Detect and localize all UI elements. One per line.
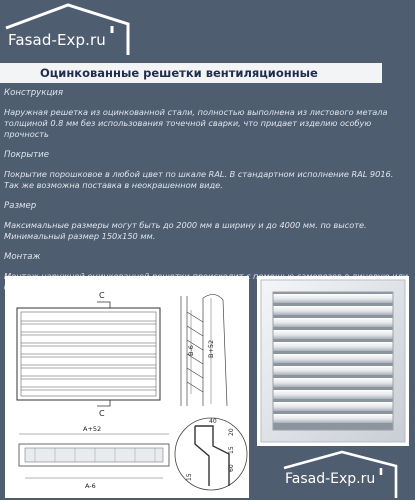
dim-40: 40 bbox=[209, 418, 217, 425]
section-marker-bottom: C bbox=[99, 409, 105, 418]
dim-b-minus: B-6 bbox=[187, 345, 195, 356]
dim-a-plus: A+52 bbox=[83, 425, 102, 433]
page-title: Оцинкованные решетки вентиляционные bbox=[0, 63, 382, 83]
grille-image bbox=[257, 276, 409, 446]
section-construction bbox=[4, 88, 409, 140]
section-heading: Размер bbox=[4, 201, 37, 211]
section-text: Покрытие порошковое в любой цвет по шкале RAL. В стандартном исполнение RAL 9016. Так же возможна поставка в неокрашенном виде. bbox=[4, 169, 394, 190]
section-text: Наружная решетка из оцинкованной стали, полностью выполнена из листового метала толщиной 0.8 мм без использования точечной сварки, что придает изделию особую прочность bbox=[4, 107, 388, 139]
logo-text: Fasad-Exp.ru bbox=[8, 31, 106, 49]
dim-15a: 15 bbox=[228, 446, 235, 454]
drawing-svg bbox=[5, 276, 249, 498]
dim-20: 20 bbox=[228, 428, 235, 436]
house-roof-icon bbox=[0, 0, 150, 58]
site-logo[interactable] bbox=[0, 0, 150, 58]
content bbox=[4, 85, 409, 303]
dim-a-minus: A-6 bbox=[85, 482, 96, 490]
logo-text: Fasad-Exp.ru bbox=[285, 471, 376, 487]
section-size bbox=[4, 201, 409, 242]
site-logo-bottom[interactable] bbox=[278, 448, 415, 500]
section-heading: Конструкция bbox=[4, 88, 64, 98]
section-heading: Монтаж bbox=[4, 252, 41, 262]
product-photo bbox=[257, 276, 409, 446]
dim-b-plus: B+52 bbox=[207, 339, 215, 358]
dim-60: 60 bbox=[228, 464, 235, 472]
section-text: Максимальные размеры могут быть до 2000 мм в ширину и до 4000 мм. по высоте. Минимальный размер 150х150 мм. bbox=[4, 220, 367, 241]
dim-15b: 15 bbox=[186, 473, 193, 481]
technical-drawing bbox=[5, 276, 249, 498]
section-coating bbox=[4, 150, 409, 191]
section-heading: Покрытие bbox=[4, 150, 50, 160]
section-marker-top: C bbox=[99, 291, 105, 300]
